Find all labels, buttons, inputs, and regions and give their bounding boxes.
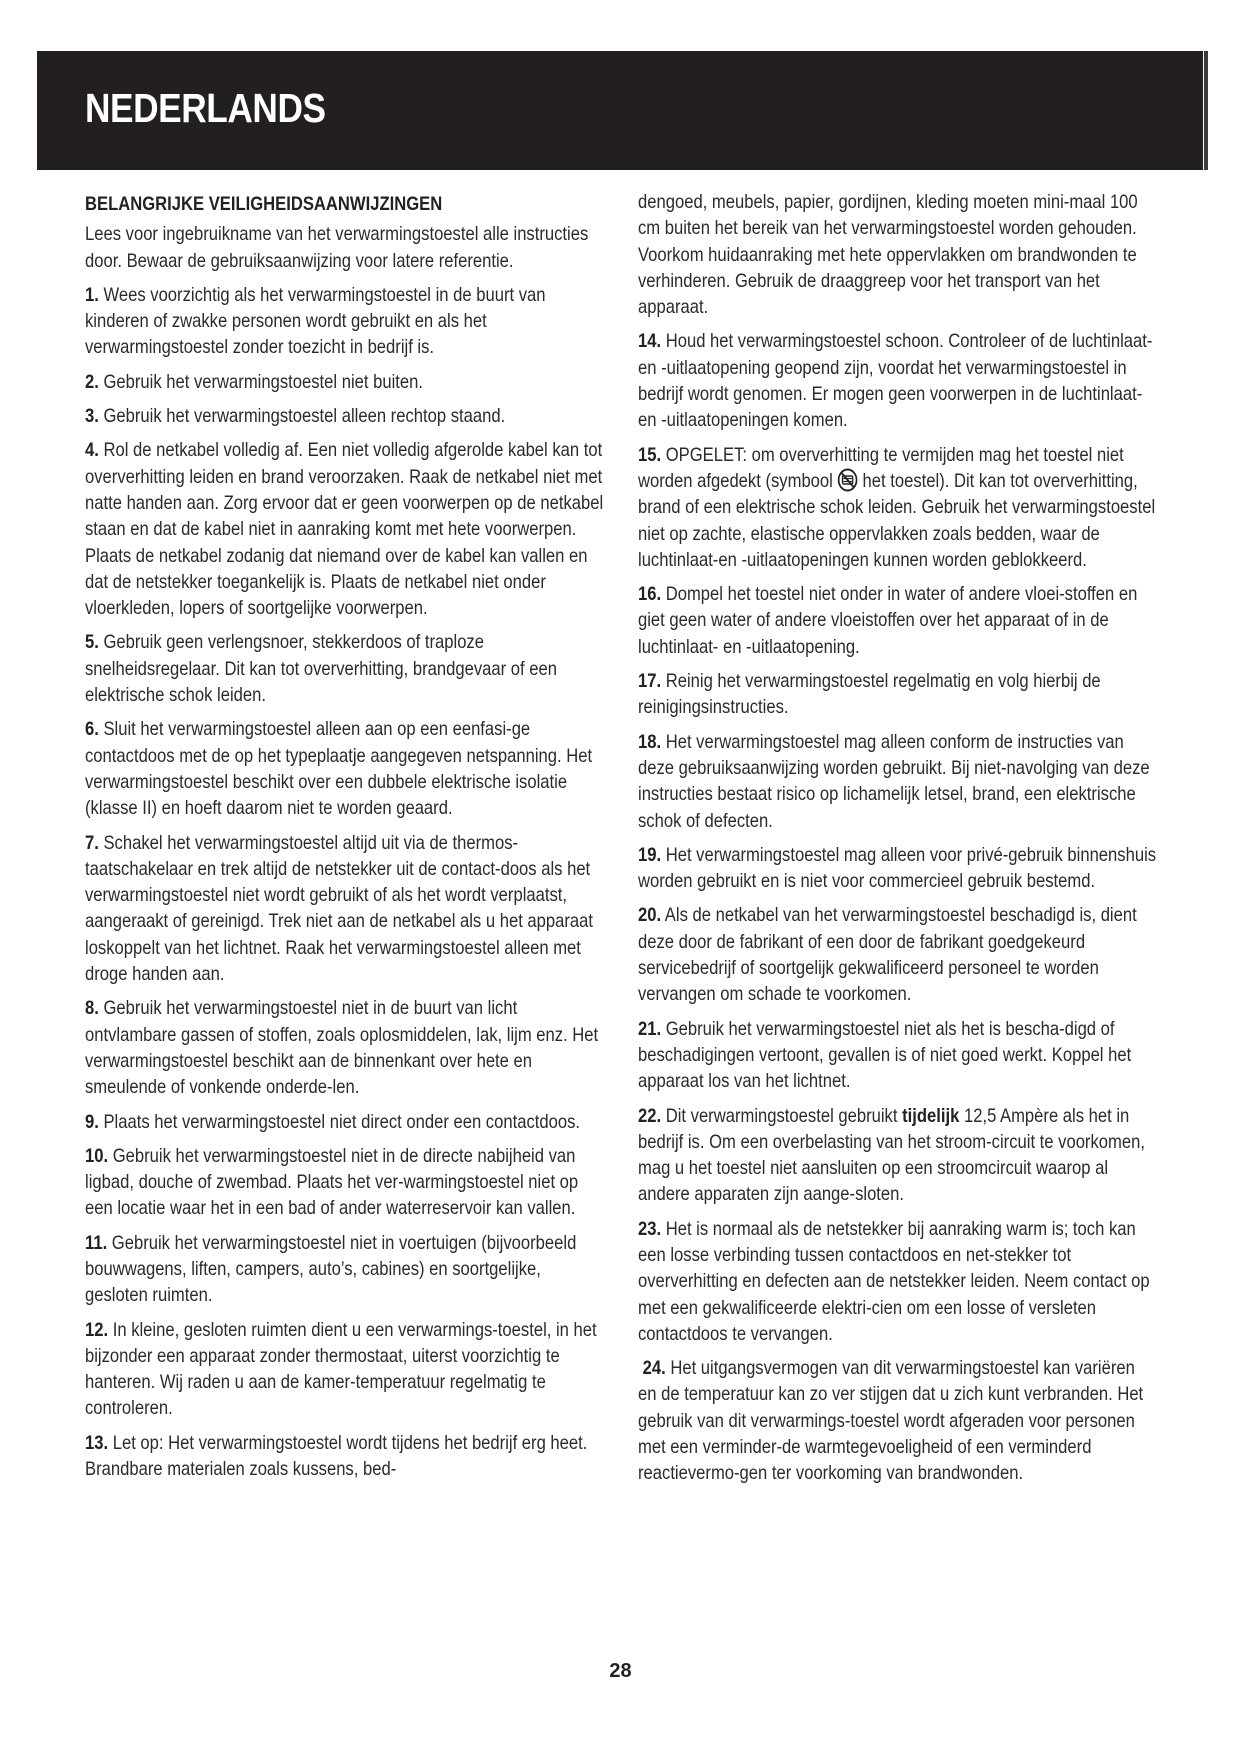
safety-item-3 (85, 403, 605, 429)
item-number: 6. (85, 718, 99, 741)
item-number: 5. (85, 631, 99, 654)
item-text: Het verwarmingstoestel mag alleen voor privé-gebruik binnenshuis worden gebruikt en is niet voor commercieel gebruik bestemd. (638, 843, 1157, 893)
item-text: Gebruik het verwarmingstoestel niet in voertuigen (bijvoorbeeld bouwwagens, liften, campers, auto’s, cabines) en soortgelijke, gesloten ruimten. (85, 1231, 577, 1307)
item-number: 12. (85, 1318, 109, 1341)
item-text: Schakel het verwarmingstoestel altijd uit via de thermos-taatschakelaar en trek altijd de netstekker uit de contact-doos als het verwarmingstoestel niet wordt gebruikt of als het wordt verplaatst, aangeraakt of gereinigd. Trek niet aan de netkabel als u het apparaat loskoppelt van het lichtnet. Raak het verwarmingstoestel alleen met droge handen aan. (85, 831, 594, 986)
safety-item-17 (638, 668, 1158, 721)
safety-item-1 (85, 282, 605, 361)
item-number: 21. (638, 1017, 662, 1040)
safety-item-4 (85, 437, 605, 621)
item-text-before: Dit verwarmingstoestel gebruikt (665, 1104, 898, 1127)
item-number: 2. (85, 370, 99, 393)
page-number: 28 (609, 1660, 632, 1682)
left-column (85, 189, 605, 1490)
safety-item-12 (85, 1317, 605, 1422)
safety-item-19 (638, 842, 1158, 895)
item-number: 23. (638, 1217, 662, 1240)
item-number: 24. (642, 1357, 666, 1380)
item-text: Let op: Het verwarmingstoestel wordt tijdens het bedrijf erg heet. Brandbare materialen zoals kussens, bed- (85, 1431, 588, 1481)
item-number: 9. (85, 1110, 99, 1133)
safety-item-5 (85, 629, 605, 708)
item-number: 20. (638, 904, 662, 927)
right-column (638, 189, 1158, 1495)
item-text-after: het toestel). Dit kan tot oververhitting, brand of een elektrische schok leiden. Gebruik het verwarmingstoestel niet op zachte, elastische oppervlakken zoals bedden, waar de luchtinlaat-en -uitlaatopeningen kunnen worden geblokkeerd. (638, 469, 1156, 571)
item-text: Het verwarmingstoestel mag alleen conform de instructies van deze gebruiksaanwijzing worden gebruikt. Bij niet-navolging van deze instructies bestaat risico op lichamelijk letsel, brand, een elektrische schok of defecten. (638, 730, 1150, 832)
safety-item-15 (638, 442, 1158, 573)
item-text: Het is normaal als de netstekker bij aanraking warm is; toch kan een losse verbinding tussen contactdoos en net-stekker tot oververhitting en defecten aan de netstekker leiden. Neem contact op met een gekwalificeerde elektri-cien om een losse of versleten contactdoos te vervangen. (638, 1217, 1150, 1345)
safety-item-6 (85, 716, 605, 821)
safety-item-2 (85, 369, 605, 395)
safety-item-9 (85, 1109, 605, 1135)
item-text: Sluit het verwarmingstoestel alleen aan op een eenfasi-ge contactdoos met de op het typeplaatje aangegeven netspanning. Het verwarmingstoestel beschikt over een dubbele elektrische isolatie (klasse II) en hoeft daarom niet te worden geaard. (85, 718, 593, 820)
safety-item-23 (638, 1216, 1158, 1347)
safety-item-10 (85, 1143, 605, 1222)
item-text: Gebruik het verwarmingstoestel niet buiten. (103, 370, 424, 393)
item-text: Dompel het toestel niet onder in water of andere vloei-stoffen en giet geen water of andere vloeistoffen over het apparaat of in de luchtinlaat- en -uitlaatopening. (638, 583, 1138, 658)
item-number: 10. (85, 1144, 109, 1167)
intro-paragraph: Lees voor ingebruikname van het verwarmingstoestel alle instructies door. Bewaar de gebruiksaanwijzing voor latere referentie. (85, 223, 589, 272)
item-text: Als de netkabel van het verwarmingstoestel beschadigd is, dient deze door de fabrikant of een door de fabrikant goedgekeurd servicebedrijf of soortgelijk gekwalificeerd personeel te worden vervangen om schade te voorkomen. (638, 904, 1137, 1006)
safety-item-7 (85, 830, 605, 988)
continuation-paragraph: dengoed, meubels, papier, gordijnen, kleding moeten mini-maal 100 cm buiten het bereik van het verwarmingstoestel worden gehouden. Voorkom huidaanraking met hete oppervlakken om brandwonden te verhinderen. Gebruik de draaggreep voor het transport van het apparaat. (638, 191, 1138, 319)
item-text: Houd het verwarmingstoestel schoon. Controleer of de luchtinlaat- en -uitlaatopening geopend zijn, voordat het verwarmingstoestel in bedrijf wordt genomen. Er mogen geen voorwerpen in de luchtinlaat- en -uitlaatopeningen komen. (638, 330, 1153, 432)
item-number: 8. (85, 997, 99, 1020)
safety-item-16 (638, 581, 1158, 660)
item-text: In kleine, gesloten ruimten dient u een verwarmings-toestel, in het bijzonder een apparaat zonder thermostaat, uiterst voorzichtig te hanteren. Wij raden u aan de kamer-temperatuur regelmatig te controleren. (85, 1318, 597, 1420)
safety-item-11 (85, 1230, 605, 1309)
safety-item-24 (638, 1355, 1158, 1486)
item-number: 3. (85, 405, 99, 428)
item-number: 13. (85, 1431, 109, 1454)
item-text: Reinig het verwarmingstoestel regelmatig en volg hierbij de reinigingsinstructies. (638, 670, 1101, 719)
item-number: 11. (85, 1231, 108, 1254)
item-number: 4. (85, 439, 99, 462)
item-text: Gebruik het verwarmingstoestel niet als het is bescha-digd of beschadigingen vertoont, gevallen is of niet goed werkt. Koppel het apparaat los van het lichtnet. (638, 1017, 1132, 1093)
emphasized-word: tijdelijk (902, 1104, 960, 1127)
section-heading: BELANGRIJKE VEILIGHEIDSAANWIJZINGEN (85, 193, 443, 215)
item-number: 22. (638, 1104, 662, 1127)
item-number: 14. (638, 330, 662, 353)
safety-item-8 (85, 995, 605, 1100)
safety-item-22 (638, 1103, 1158, 1208)
item-number: 7. (85, 831, 99, 854)
item-number: 16. (638, 583, 662, 606)
safety-item-21 (638, 1016, 1158, 1095)
item-text: Het uitgangsvermogen van dit verwarmingstoestel kan variëren en de temperatuur kan zo ver stijgen dat u zich kunt verbranden. Het gebruik van dit verwarmings-toestel wordt afgeraden voor personen met een verminder-de warmtegevoeligheid of een verminderd reactievermo-gen ter voorkoming van brandwonden. (638, 1357, 1144, 1485)
safety-item-20 (638, 902, 1158, 1007)
do-not-cover-icon (837, 468, 857, 492)
safety-item-14 (638, 328, 1158, 433)
item-text: Gebruik het verwarmingstoestel alleen rechtop staand. (103, 405, 506, 428)
item-text-after: 12,5 Ampère als het in bedrijf is. Om een overbelasting van het stroom-circuit te voorkomen, mag u het toestel niet aansluiten op een stroomcircuit waarop al andere apparaten zijn aange-sloten. (638, 1104, 1145, 1206)
item-number: 18. (638, 730, 662, 753)
item-text: Gebruik het verwarmingstoestel niet in de buurt van licht ontvlambare gassen of stoffen, zoals oplosmiddelen, lak, lijm enz. Het verwarmingstoestel beschikt aan de binnenkant over hete en smeulende of vonkende onderde-len. (85, 997, 599, 1099)
item-number: 15. (638, 443, 662, 466)
header-edge (1204, 51, 1208, 170)
item-text: Wees voorzichtig als het verwarmingstoestel in de buurt van kinderen of zwakke personen wordt gebruikt en als het verwarmingstoestel zonder toezicht in bedrijf is. (85, 283, 546, 359)
item-text: Gebruik geen verlengsnoer, stekkerdoos of traploze snelheidsregelaar. Dit kan tot oververhitting, brandgevaar of een elektrische schok leiden. (85, 631, 557, 707)
item-number: 1. (85, 283, 99, 306)
language-header (37, 51, 1203, 170)
safety-item-13 (85, 1430, 605, 1483)
item-text-before: OPGELET: om oververhitting te vermijden mag het toestel niet worden afgedekt (symbool (638, 443, 1124, 492)
item-text: Plaats het verwarmingstoestel niet direct onder een contactdoos. (103, 1110, 581, 1133)
item-number: 19. (638, 843, 662, 866)
safety-item-18 (638, 729, 1158, 834)
item-text: Gebruik het verwarmingstoestel niet in de directe nabijheid van ligbad, douche of zwembad. Plaats het ver-warmingstoestel niet op een locatie waar het in een bad of ander waterreservoir kan vallen. (85, 1144, 579, 1220)
item-number: 17. (638, 670, 662, 693)
item-text: Rol de netkabel volledig af. Een niet volledig afgerolde kabel kan tot oververhitting leiden en brand veroorzaken. Raak de netkabel niet met natte handen aan. Zorg ervoor dat er geen voorwerpen op de netkabel staan en dat de kabel niet in aanraking komt met hete voorwerpen. Plaats de netkabel zodanig dat niemand over de kabel kan vallen en dat de netstekker toegankelijk is. Plaats de netkabel niet onder vloerkleden, lopers of soortgelijke voorwerpen. (85, 439, 604, 620)
language-title: NEDERLANDS (85, 85, 326, 131)
